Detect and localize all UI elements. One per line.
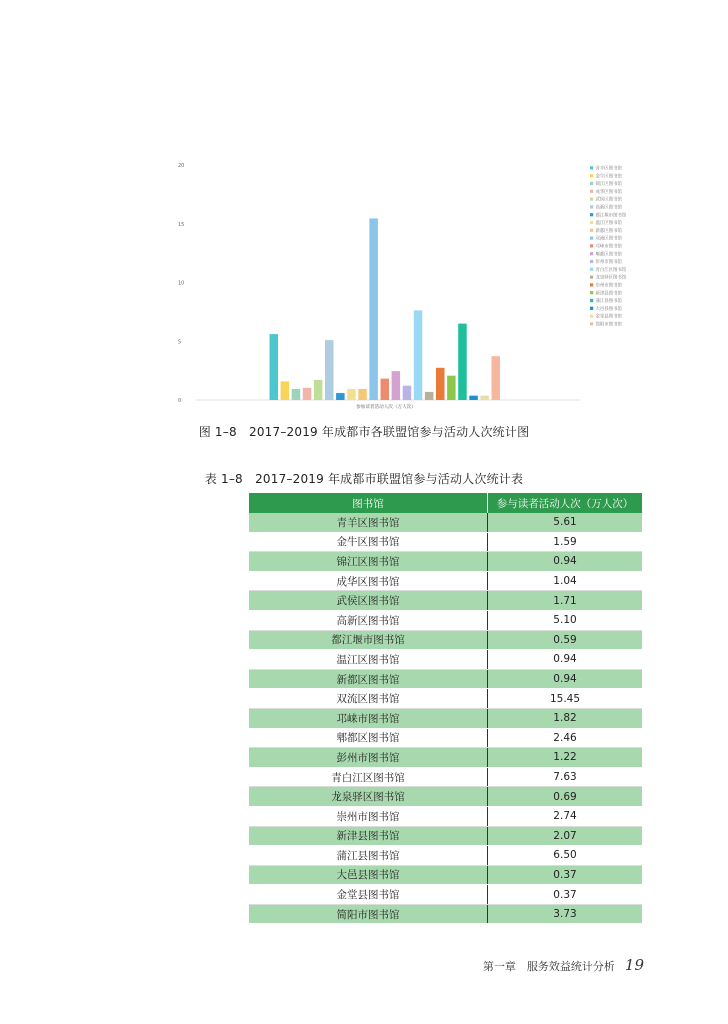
visits-value-cell: 2.46	[488, 728, 643, 748]
legend-entry: 都江堰市图书馆	[595, 213, 627, 219]
legend-entry: 高新区图书馆	[595, 205, 622, 211]
visits-value-cell: 0.37	[488, 885, 643, 905]
visits-value-cell: 0.37	[488, 865, 643, 885]
visits-value-cell: 1.22	[488, 748, 643, 768]
legend-swatch	[590, 299, 593, 302]
legend-swatch	[590, 260, 593, 263]
data-table	[249, 493, 642, 924]
legend-entry: 温江区图书馆	[595, 221, 622, 227]
visits-value-cell: 0.69	[488, 787, 643, 807]
library-name-cell: 邛崃市图书馆	[249, 708, 488, 728]
table-row	[249, 806, 642, 826]
table-row	[249, 846, 642, 866]
table-header-row	[249, 493, 642, 513]
legend-entry: 大邑县图书馆	[595, 306, 622, 312]
library-name-cell: 金牛区图书馆	[249, 532, 488, 552]
visits-value-cell: 3.73	[488, 904, 643, 924]
library-name-cell: 龙泉驿区图书馆	[249, 787, 488, 807]
library-name-cell: 蒲江县图书馆	[249, 846, 488, 866]
bar	[492, 356, 501, 400]
y-tick-label: 0	[178, 398, 182, 404]
bar	[480, 396, 489, 400]
y-tick-label: 5	[178, 339, 182, 346]
legend-entry: 郫都区图书馆	[595, 252, 622, 258]
legend-swatch	[590, 229, 593, 232]
legend-swatch	[590, 291, 593, 294]
bar	[414, 310, 423, 400]
bar	[447, 376, 456, 400]
library-name-cell: 新都区图书馆	[249, 669, 488, 689]
bar	[458, 324, 467, 400]
library-name-cell: 锦江区图书馆	[249, 552, 488, 572]
bar	[469, 396, 478, 400]
table-row	[249, 748, 642, 768]
visits-value-cell: 2.74	[488, 806, 643, 826]
table-row	[249, 610, 642, 630]
visits-value-cell: 0.94	[488, 650, 643, 670]
bar	[436, 368, 445, 400]
bar	[347, 389, 356, 400]
visits-value-cell: 5.10	[488, 610, 643, 630]
table-row	[249, 865, 642, 885]
legend-swatch	[590, 182, 593, 185]
legend-swatch	[590, 283, 593, 286]
library-name-cell: 彭州市图书馆	[249, 748, 488, 768]
table-caption: 表 1–8 2017–2019 年成都市联盟馆参与活动人次统计表	[204, 472, 524, 486]
visits-value-cell: 6.50	[488, 846, 643, 866]
bar	[425, 392, 434, 400]
bars	[270, 218, 501, 400]
visits-value-cell: 15.45	[488, 689, 643, 709]
legend-swatch	[590, 252, 593, 255]
legend-swatch	[590, 174, 593, 177]
library-name-cell: 新津县图书馆	[249, 826, 488, 846]
legend-swatch	[590, 237, 593, 240]
bar-chart	[0, 0, 728, 420]
chart-legend	[590, 165, 627, 328]
visits-value-cell: 1.04	[488, 571, 643, 591]
library-name-cell: 青羊区图书馆	[249, 513, 488, 532]
table-row	[249, 708, 642, 728]
bar	[303, 388, 312, 400]
library-name-cell: 青白江区图书馆	[249, 767, 488, 787]
visits-value-cell: 1.59	[488, 532, 643, 552]
table-row	[249, 767, 642, 787]
bar	[403, 386, 412, 400]
visits-value-cell: 0.94	[488, 669, 643, 689]
legend-entry: 新津县图书馆	[595, 291, 622, 297]
library-name-cell: 崇州市图书馆	[249, 806, 488, 826]
library-name-cell: 都江堰市图书馆	[249, 630, 488, 650]
legend-entry: 金牛区图书馆	[595, 174, 622, 180]
legend-swatch	[590, 213, 593, 216]
legend-swatch	[590, 244, 593, 247]
table-row	[249, 885, 642, 905]
library-name-cell: 金堂县图书馆	[249, 885, 488, 905]
bar	[392, 371, 401, 400]
legend-entry: 龙泉驿区图书馆	[595, 275, 627, 281]
legend-swatch	[590, 166, 593, 169]
legend-entry: 邛崃市图书馆	[595, 244, 622, 250]
y-tick-label: 10	[178, 280, 185, 287]
table-row	[249, 669, 642, 689]
bar	[336, 393, 345, 400]
legend-swatch	[590, 190, 593, 193]
legend-swatch	[590, 205, 593, 208]
library-name-cell: 双流区图书馆	[249, 689, 488, 709]
library-name-cell: 郫都区图书馆	[249, 728, 488, 748]
bar	[270, 334, 279, 400]
table-row	[249, 904, 642, 924]
visits-value-cell: 0.94	[488, 552, 643, 572]
visits-value-cell: 1.71	[488, 591, 643, 611]
visits-value-cell: 2.07	[488, 826, 643, 846]
library-name-cell: 温江区图书馆	[249, 650, 488, 670]
library-name-cell: 高新区图书馆	[249, 610, 488, 630]
x-axis-label: 参加读者活动人次（万人次）	[356, 405, 416, 410]
table-row	[249, 532, 642, 552]
library-name-cell: 简阳市图书馆	[249, 904, 488, 924]
table-row	[249, 689, 642, 709]
legend-swatch	[590, 276, 593, 279]
legend-entry: 彭州市图书馆	[595, 260, 622, 266]
legend-entry: 蒲江县图书馆	[595, 299, 622, 305]
header-visits: 参与读者活动人次（万人次）	[488, 493, 643, 513]
page-footer	[483, 956, 644, 974]
table-row	[249, 552, 642, 572]
legend-entry: 青羊区图书馆	[595, 166, 622, 172]
legend-entry: 新都区图书馆	[595, 228, 622, 234]
figure-caption: 图 1–8 2017–2019 年成都市各联盟馆参与活动人次统计图	[198, 425, 530, 439]
page-number: 19	[624, 956, 644, 974]
legend-swatch	[590, 221, 593, 224]
visits-value-cell: 7.63	[488, 767, 643, 787]
bar	[292, 389, 301, 400]
table-row	[249, 513, 642, 532]
table-row	[249, 630, 642, 650]
visits-value-cell: 0.59	[488, 630, 643, 650]
library-name-cell: 大邑县图书馆	[249, 865, 488, 885]
legend-swatch	[590, 322, 593, 325]
bar	[369, 218, 378, 400]
y-axis-tick-labels	[178, 163, 184, 404]
table-row	[249, 728, 642, 748]
legend-entry: 成华区图书馆	[595, 189, 622, 195]
legend-entry: 金堂县图书馆	[595, 314, 622, 320]
table-row	[249, 571, 642, 591]
legend-swatch	[590, 307, 593, 310]
y-tick-label: 15	[178, 221, 185, 228]
bar	[281, 381, 290, 400]
table-row	[249, 826, 642, 846]
legend-swatch	[590, 315, 593, 318]
table-row	[249, 650, 642, 670]
y-tick-label: 20	[178, 163, 185, 169]
legend-entry: 青白江区图书馆	[595, 267, 627, 273]
bar	[325, 340, 334, 400]
visits-value-cell: 1.82	[488, 708, 643, 728]
table-row	[249, 591, 642, 611]
legend-entry: 武侯区图书馆	[595, 197, 622, 203]
legend-entry: 简阳市图书馆	[595, 322, 622, 328]
legend-entry: 崇州市图书馆	[595, 283, 622, 289]
legend-entry: 锦江区图书馆	[595, 182, 622, 188]
header-library: 图书馆	[249, 493, 488, 513]
visits-value-cell: 5.61	[488, 513, 643, 532]
library-name-cell: 武侯区图书馆	[249, 591, 488, 611]
bar	[314, 380, 323, 400]
bar	[358, 389, 367, 400]
legend-swatch	[590, 198, 593, 201]
chapter-title: 第一章 服务效益统计分析	[482, 960, 615, 973]
library-name-cell: 成华区图书馆	[249, 571, 488, 591]
table-row	[249, 787, 642, 807]
bar	[381, 379, 390, 400]
legend-swatch	[590, 268, 593, 271]
legend-entry: 双流区图书馆	[595, 236, 622, 242]
